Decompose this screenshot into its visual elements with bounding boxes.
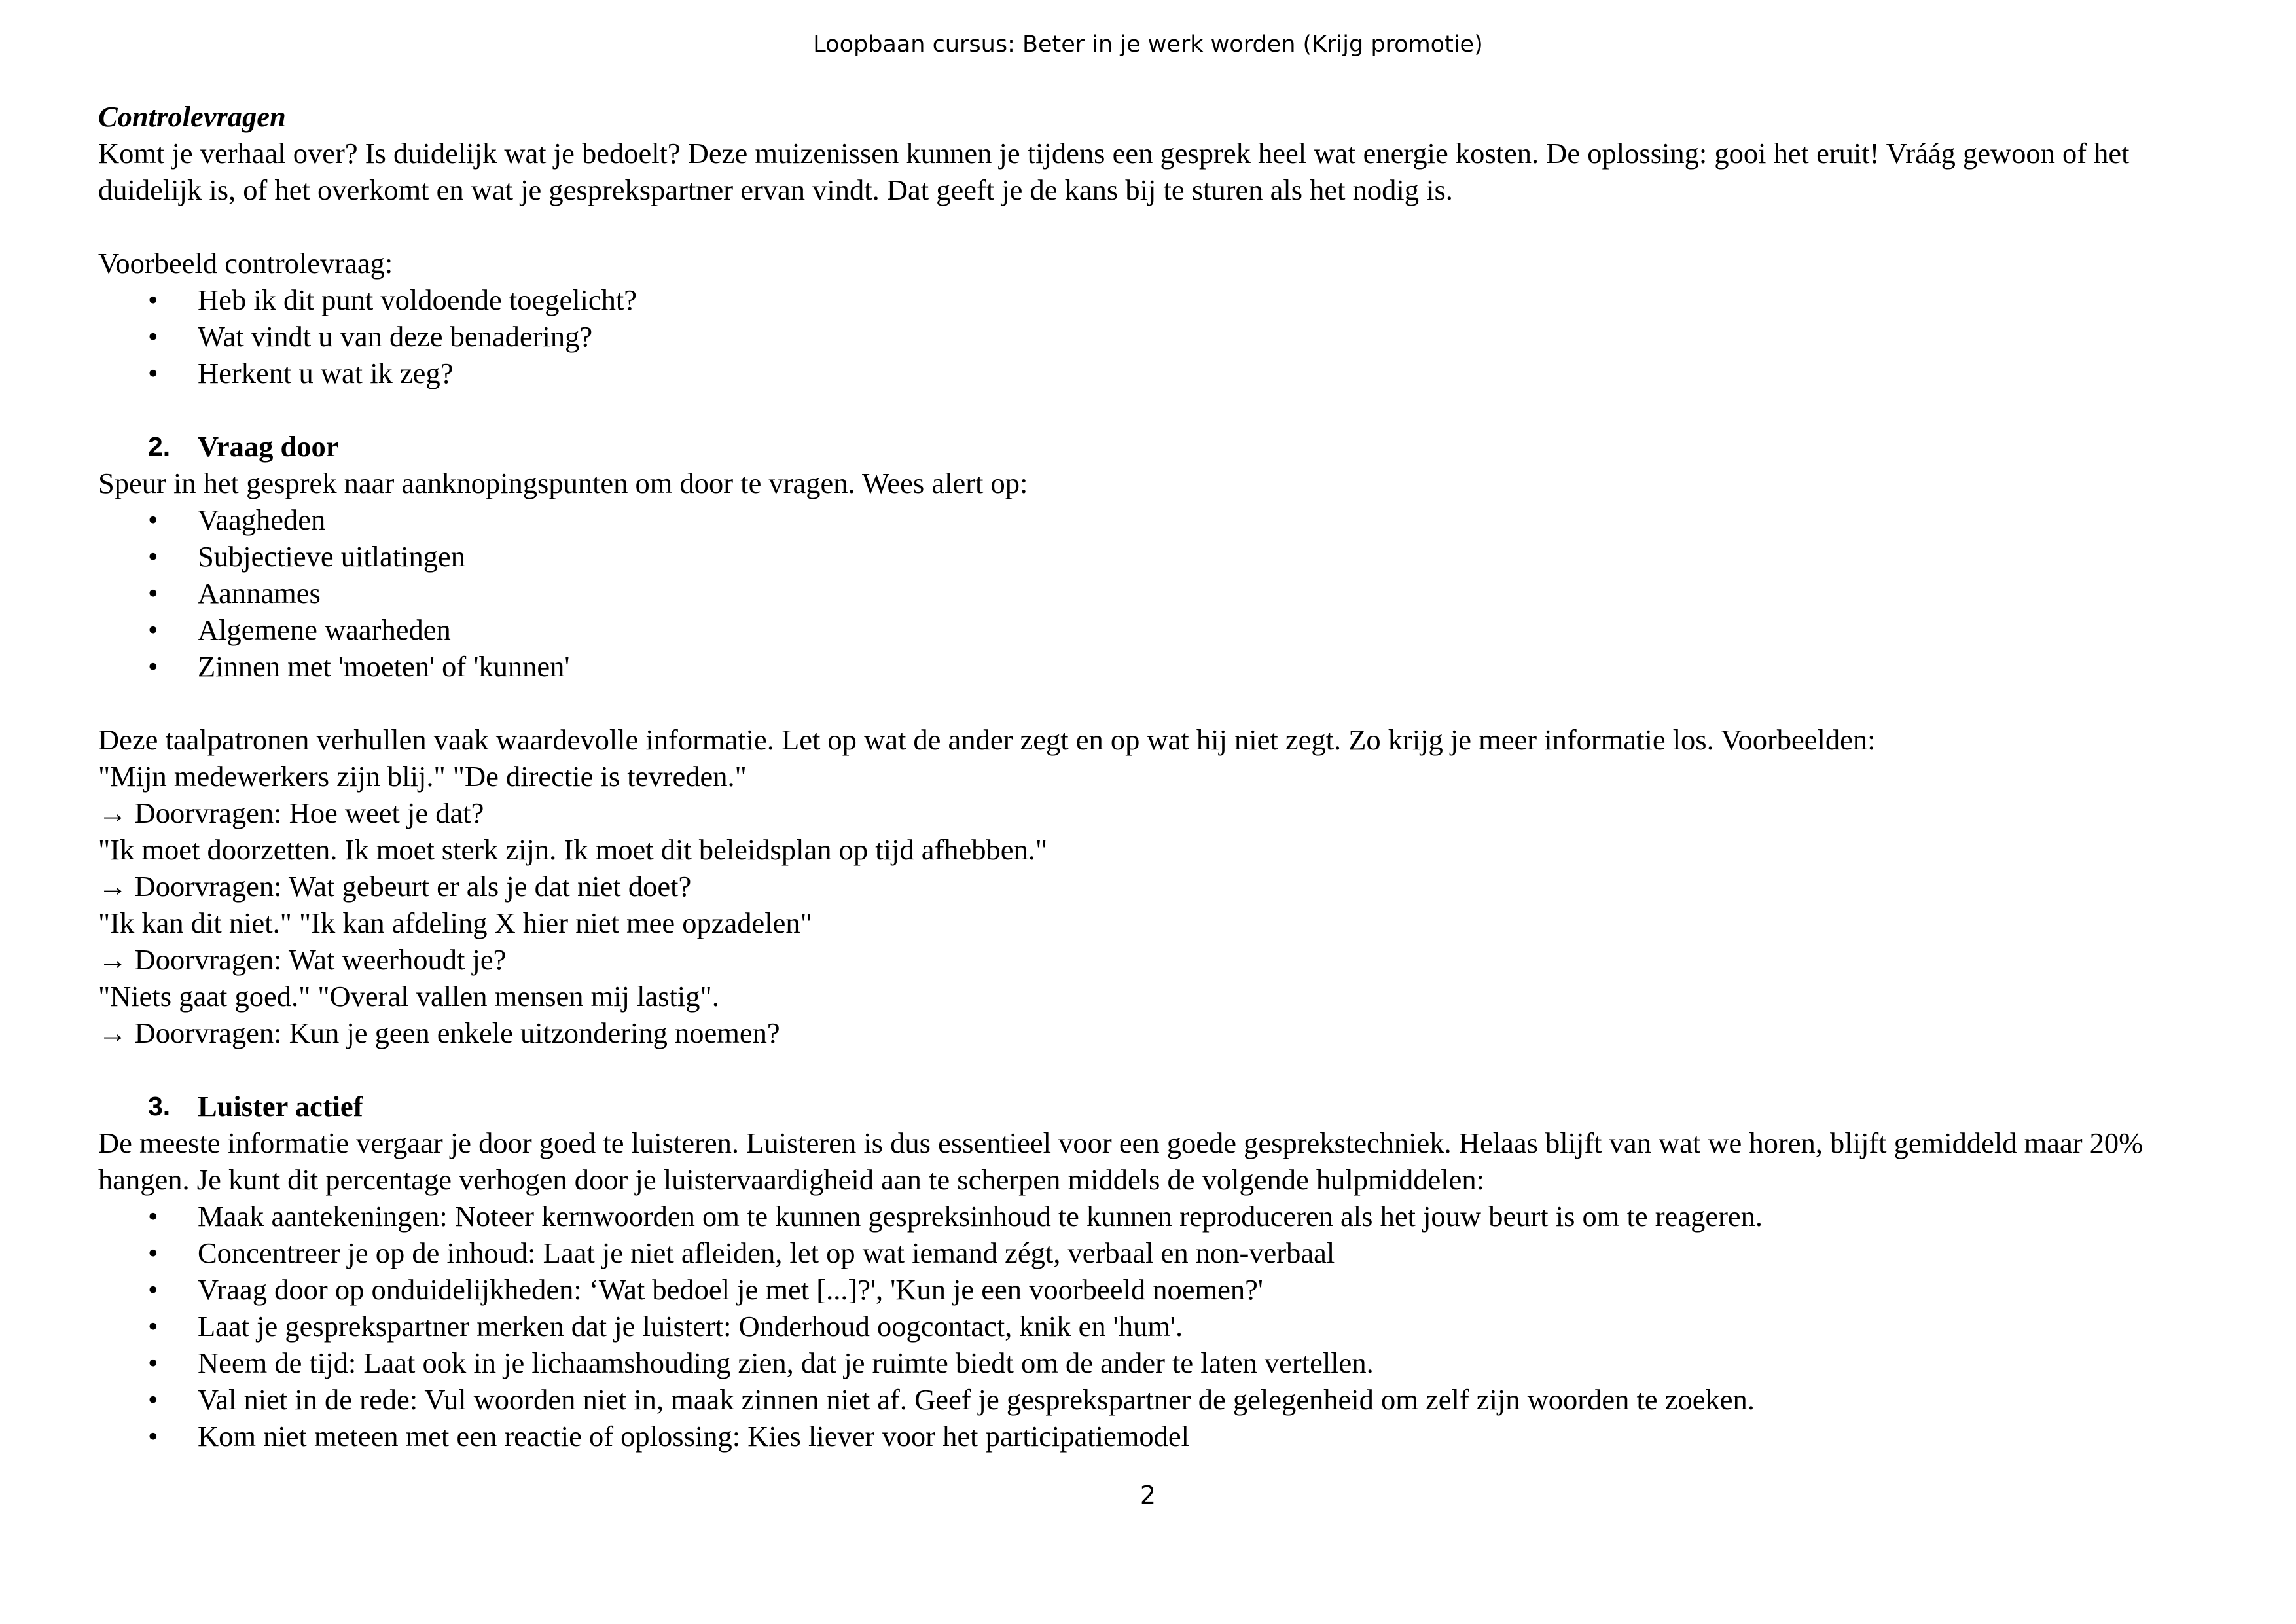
list-item: • Kom niet meteen met een reactie of oplossing: Kies liever voor het participatiemodel [98,1418,2212,1454]
section-number: 3. [148,1091,171,1121]
section-title: Luister actief [198,1090,363,1123]
spacer [98,208,2212,245]
list-item: • Val niet in de rede: Vul woorden niet in, maak zinnen niet af. Geef je gesprekspartner de gelegenheid om zelf zijn woorden te zoeken. [98,1381,2212,1418]
spacer [98,1051,2212,1088]
listening-tips-list [98,1198,2212,1454]
page-header: Loopbaan cursus: Beter in je werk worden (Krijg promotie) [813,31,1483,58]
paragraph-luister-intro: De meeste informatie vergaar je door goed te luisteren. Luisteren is dus essentieel voor een goede gesprekstechniek. Helaas blijft van wat we horen, blijft gemiddeld maar 20% hangen. Je kunt dit percentage verhogen door je luistervaardigheid aan te scherpen middels de volgende hulpmiddelen: [98,1127,2144,1196]
list-item: • Zinnen met 'moeten' of 'kunnen' [98,648,2212,685]
list-item: • Vaagheden [98,501,2212,538]
paragraph-controlevragen-intro: Komt je verhaal over? Is duidelijk wat je bedoelt? Deze muizenissen kunnen je tijdens een gesprek heel wat energie kosten. De oplossing: gooi het eruit! Vráág gewoon of het duidelijk is, of het overkomt en wat je gesprekspartner ervan vindt. Dat geeft je de kans bij te sturen als het nodig is. [98,137,2130,206]
list-item: • Concentreer je op de inhoud: Laat je niet afleiden, let op wat iemand zégt, verbaal en non-verbaal [98,1235,2212,1271]
list-item: • Wat vindt u van deze benadering? [98,318,2212,355]
section-heading-vraag-door [98,428,2212,465]
example-line: "Ik kan dit niet." "Ik kan afdeling X hier niet mee opzadelen" [98,907,812,939]
paragraph-vraag-door-intro: Speur in het gesprek naar aanknopingspunten om door te vragen. Wees alert op: [98,467,1028,499]
list-item: • Heb ik dit punt voldoende toegelicht? [98,281,2212,318]
section-title: Vraag door [198,430,339,463]
spacer [98,685,2212,721]
control-question-list [98,281,2212,391]
list-item: • Subjectieve uitlatingen [98,538,2212,575]
list-item: • Herkent u wat ik zeg? [98,355,2212,391]
example-line: → Doorvragen: Kun je geen enkele uitzondering noemen? [98,1017,780,1049]
example-line: "Ik moet doorzetten. Ik moet sterk zijn. Ik moet dit beleidsplan op tijd afhebben." [98,833,1048,866]
page-number: 2 [1139,1481,1157,1509]
spacer [98,391,2212,428]
list-item: • Vraag door op onduidelijkheden: ‘Wat bedoel je met [...]?', 'Kun je een voorbeeld noemen?' [98,1271,2212,1308]
list-item: • Maak aantekeningen: Noteer kernwoorden om te kunnen gespreksinhoud te kunnen reproduceren als het jouw beurt is om te reageren. [98,1198,2212,1235]
example-label: Voorbeeld controlevraag: [98,247,393,280]
document-body [98,98,2212,1454]
list-item: • Algemene waarheden [98,611,2212,648]
list-item: • Laat je gesprekspartner merken dat je luistert: Onderhoud oogcontact, knik en 'hum'. [98,1308,2212,1344]
section-title-controlevragen: Controlevragen [98,100,286,133]
section-heading-luister-actief [98,1088,2212,1125]
section-number: 2. [148,431,171,461]
list-item: • Aannames [98,575,2212,611]
example-line: → Doorvragen: Wat gebeurt er als je dat niet doet? [98,870,692,903]
example-line: → Doorvragen: Wat weerhoudt je? [98,943,507,976]
paragraph-taalpatronen: Deze taalpatronen verhullen vaak waardevolle informatie. Let op wat de ander zegt en op wat hij niet zegt. Zo krijg je meer informatie los. Voorbeelden: [98,723,1876,756]
example-line: → Doorvragen: Hoe weet je dat? [98,797,484,829]
example-line: "Mijn medewerkers zijn blij." "De directie is tevreden." [98,760,747,793]
example-line: "Niets gaat goed." "Overal vallen mensen mij lastig". [98,980,719,1013]
alert-list [98,501,2212,685]
list-item: • Neem de tijd: Laat ook in je lichaamshouding zien, dat je ruimte biedt om de ander te laten vertellen. [98,1344,2212,1381]
